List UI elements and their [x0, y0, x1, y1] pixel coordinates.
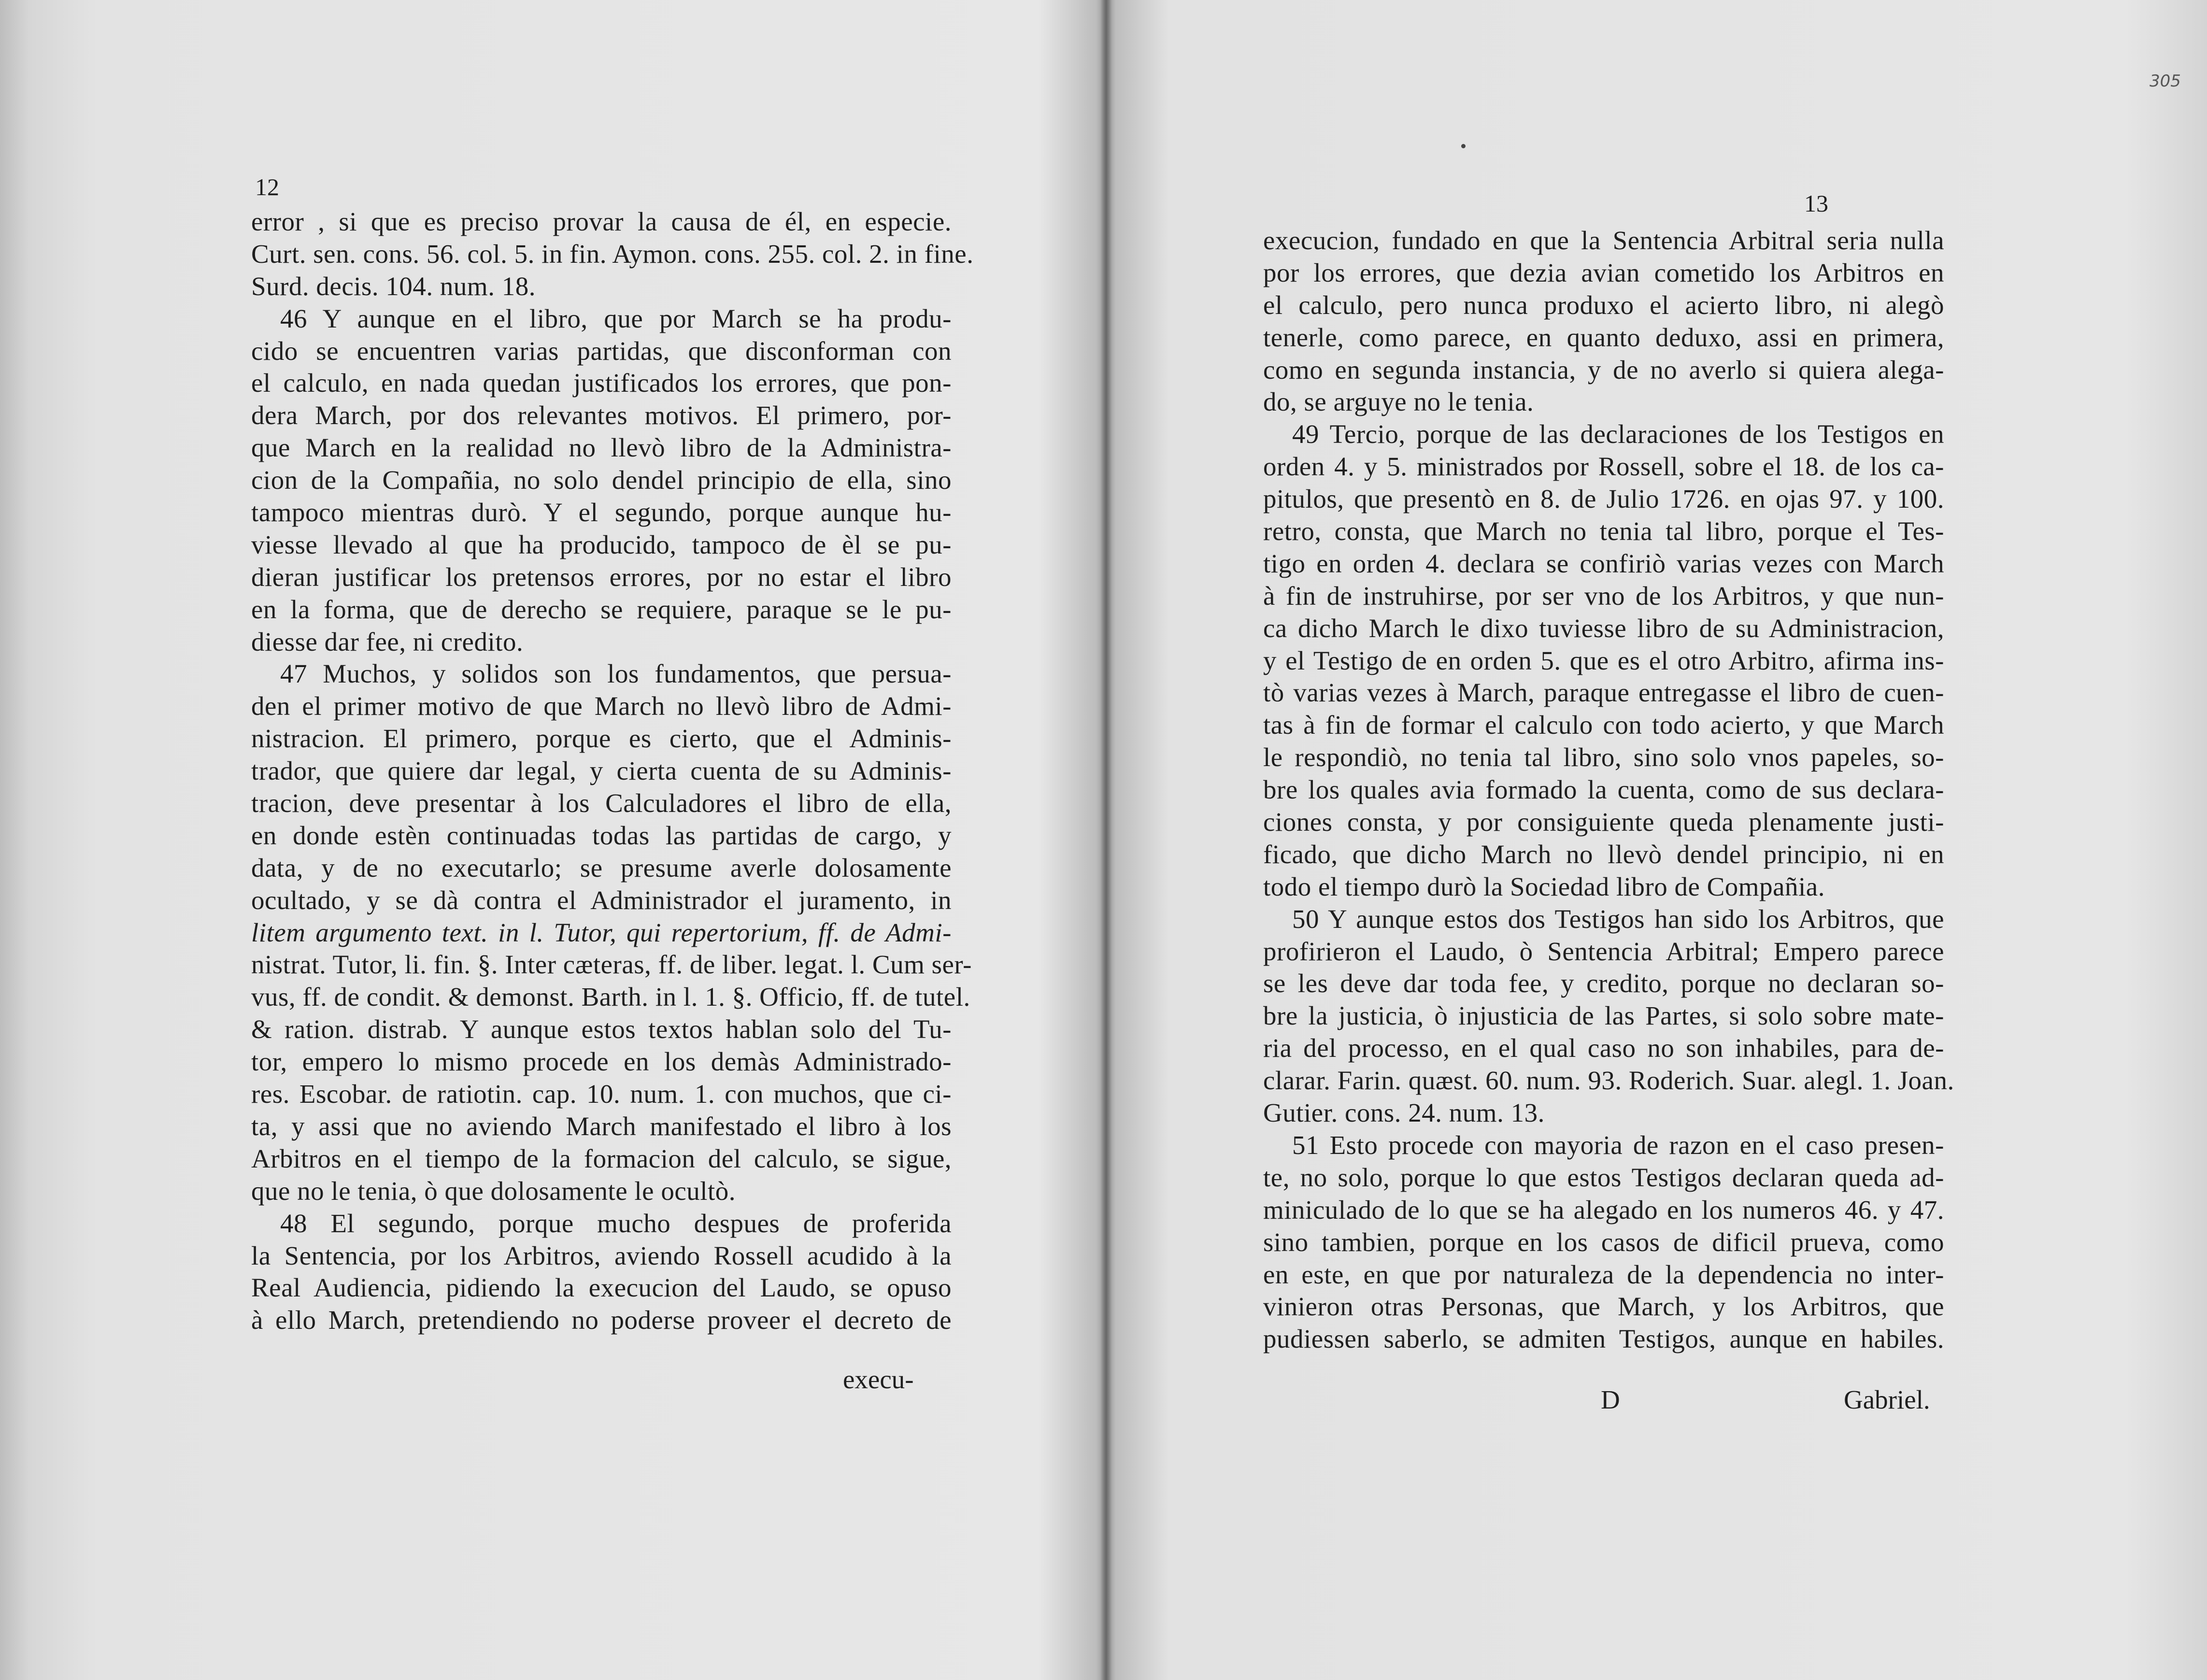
text-line: à ello March, pretendiendo no poderse proveer el decreto de: [251, 1305, 952, 1335]
handwritten-folio-annotation: 305: [2150, 71, 2181, 91]
right-catchword: Gabriel.: [1844, 1385, 1930, 1414]
text-line: 49 Tercio, porque de las declaraciones de los Testigos en: [1292, 419, 1944, 449]
text-line: dieran justificar los pretensos errores, por no estar el libro: [251, 562, 952, 592]
text-line: diesse dar fee, ni credito.: [251, 626, 524, 656]
text-line: el calculo, en nada quedan justificados los errores, que pon-: [251, 368, 952, 398]
text-line: nistracion. El primero, porque es cierto, que el Adminis-: [251, 724, 952, 754]
text-line: cido se encuentren varias partidas, que disconforman con: [251, 336, 952, 366]
text-line: Arbitros en el tiempo de la formacion del calculo, se sigue,: [251, 1143, 952, 1173]
text-line: miniculado de lo que se ha alegado en los numeros 46. y 47.: [1263, 1195, 1944, 1224]
text-line: trador, que quiere dar legal, y cierta cuenta de su Adminis-: [251, 756, 952, 786]
text-line: ficado, que dicho March no llevò dendel principio, ni en: [1263, 839, 1944, 869]
text-line: 50 Y aunque estos dos Testigos han sido los Arbitros, que: [1292, 904, 1944, 934]
text-line: retro, consta, que March no tenia tal libro, porque el Tes-: [1263, 516, 1944, 546]
text-line: litem argumento text. in l. Tutor, qui repertorium, ff. de Admi-: [251, 917, 952, 947]
text-line: Surd. decis. 104. num. 18.: [251, 271, 536, 301]
text-line: que no le tenia, ò que dolosamente le ocultò.: [251, 1176, 736, 1206]
text-line: bre la justicia, ò injusticia de las Partes, si solo sobre mate-: [1263, 1001, 1944, 1031]
text-line: do, se arguye no le tenia.: [1263, 387, 1534, 417]
left-page-number: 12: [255, 173, 279, 200]
left-page-text: [251, 206, 974, 1337]
text-line: ta, y assi que no aviendo March manifestado el libro à los: [251, 1111, 952, 1141]
text-line: vinieron otras Personas, que March, y los Arbitros, que: [1263, 1292, 1944, 1322]
text-line: que March en la realidad no llevò libro de la Administra-: [251, 433, 952, 463]
text-line: tenerle, como parece, en quanto deduxo, assi en primera,: [1263, 322, 1944, 352]
text-line: ca dicho March le dixo tuviesse libro de su Administracion,: [1263, 613, 1944, 643]
text-line: la Sentencia, por los Arbitros, aviendo Rossell acudido à la: [251, 1240, 952, 1270]
text-line: error , si que es preciso provar la causa de él, en especie.: [251, 207, 952, 236]
text-line: nistrat. Tutor, li. fin. §. Inter cæteras, ff. de liber. legat. l. Cum ser-: [251, 950, 972, 980]
text-line: pitulos, que presentò en 8. de Julio 1726. en ojas 97. y 100.: [1263, 484, 1944, 514]
text-line: 46 Y aunque en el libro, que por March se ha produ-: [280, 303, 952, 333]
text-line: cion de la Compañia, no solo dendel principio de ella, sino: [251, 465, 952, 495]
text-line: viesse llevado al que ha producido, tampoco de èl se pu-: [251, 529, 952, 559]
text-line: en la forma, que de derecho se requiere, paraque se le pu-: [251, 594, 952, 624]
signature-mark: D: [1601, 1385, 1620, 1414]
text-line: 47 Muchos, y solidos son los fundamentos, que persua-: [280, 659, 952, 689]
text-line: como en segunda instancia, y de no averlo si quiera alega-: [1263, 355, 1944, 384]
text-line: tò varias vezes à March, paraque entregasse el libro de cuen-: [1263, 678, 1944, 708]
left-catchword: execu-: [843, 1365, 914, 1394]
text-line: te, no solo, porque lo que estos Testigos declaran queda ad-: [1263, 1162, 1944, 1192]
text-line: den el primer motivo de que March no llevò libro de Admi-: [251, 691, 952, 721]
text-line: tor, empero lo mismo procede en los demàs Administrado-: [251, 1047, 952, 1077]
text-line: tracion, deve presentar à los Calculadores el libro de ella,: [251, 788, 952, 818]
text-line: profirieron el Laudo, ò Sentencia Arbitral; Empero parece: [1263, 936, 1944, 966]
text-line: en este, en que por naturaleza de la dependencia no inter-: [1263, 1259, 1944, 1289]
text-line: pudiessen saberlo, se admiten Testigos, aunque en habiles.: [1263, 1324, 1944, 1354]
text-line: sino tambien, porque en los casos de dificil prueva, como: [1263, 1227, 1944, 1257]
text-line: à fin de instruhirse, por ser vno de los Arbitros, y que nun-: [1263, 581, 1944, 611]
text-line: en donde estèn continuadas todas las partidas de cargo, y: [251, 820, 952, 850]
text-line: & ration. distrab. Y aunque estos textos hablan solo del Tu-: [251, 1014, 952, 1044]
text-line: clarar. Farin. quæst. 60. num. 93. Roderich. Suar. alegl. 1. Joan.: [1263, 1066, 1954, 1096]
ink-speck: [1461, 144, 1466, 148]
text-line: le respondiò, no tenia tal libro, sino solo vnos papeles, so-: [1263, 742, 1944, 772]
text-line: por los errores, que dezia avian cometido los Arbitros en: [1263, 257, 1944, 287]
right-page: [1106, 0, 2207, 1680]
text-line: 51 Esto procede con mayoria de razon en el caso presen-: [1292, 1130, 1944, 1160]
text-line: tampoco mientras durò. Y el segundo, porque aunque hu-: [251, 498, 952, 527]
text-line: dera March, por dos relevantes motivos. El primero, por-: [251, 400, 952, 430]
text-line: execucion, fundado en que la Sentencia Arbitral seria nulla: [1263, 226, 1944, 255]
text-line: ocultado, y se dà contra el Administrador el juramento, in: [251, 885, 952, 915]
text-line: 48 El segundo, porque mucho despues de proferida: [280, 1208, 952, 1238]
text-line: ciones consta, y por consiguiente queda plenamente justi-: [1263, 807, 1944, 837]
text-line: tas à fin de formar el calculo con todo acierto, y que March: [1263, 710, 1944, 740]
text-line: y el Testigo de en orden 5. que es el otro Arbitro, afirma ins-: [1263, 645, 1944, 675]
text-line: orden 4. y 5. ministrados por Rossell, sobre el 18. de los ca-: [1263, 452, 1944, 482]
text-line: bre los quales avia formado la cuenta, como de sus declara-: [1263, 775, 1944, 805]
text-line: res. Escobar. de ratiotin. cap. 10. num. 1. con muchos, que ci-: [251, 1079, 952, 1109]
text-line: el calculo, pero nunca produxo el acierto libro, ni alegò: [1263, 290, 1944, 320]
text-line: data, y de no executarlo; se presume averle dolosamente: [251, 853, 952, 883]
text-line: Real Audiencia, pidiendo la execucion del Laudo, se opuso: [251, 1273, 952, 1303]
text-line: Curt. sen. cons. 56. col. 5. in fin. Aymon. cons. 255. col. 2. in fine.: [251, 239, 974, 269]
text-line: vus, ff. de condit. & demonst. Barth. in l. 1. §. Officio, ff. de tutel.: [251, 982, 970, 1012]
text-line: se les deve dar toda fee, y credito, porque no declaran so-: [1263, 968, 1944, 998]
text-line: tigo en orden 4. declara se confiriò varias vezes con March: [1263, 548, 1944, 578]
text-line: Gutier. cons. 24. num. 13.: [1263, 1098, 1545, 1128]
text-line: ria del processo, en el qual caso no son inhabiles, para de-: [1263, 1033, 1944, 1063]
right-page-number: 13: [1804, 190, 1828, 217]
text-line: todo el tiempo durò la Sociedad libro de Compañia.: [1263, 871, 1825, 901]
right-page-text: [1263, 225, 1954, 1355]
